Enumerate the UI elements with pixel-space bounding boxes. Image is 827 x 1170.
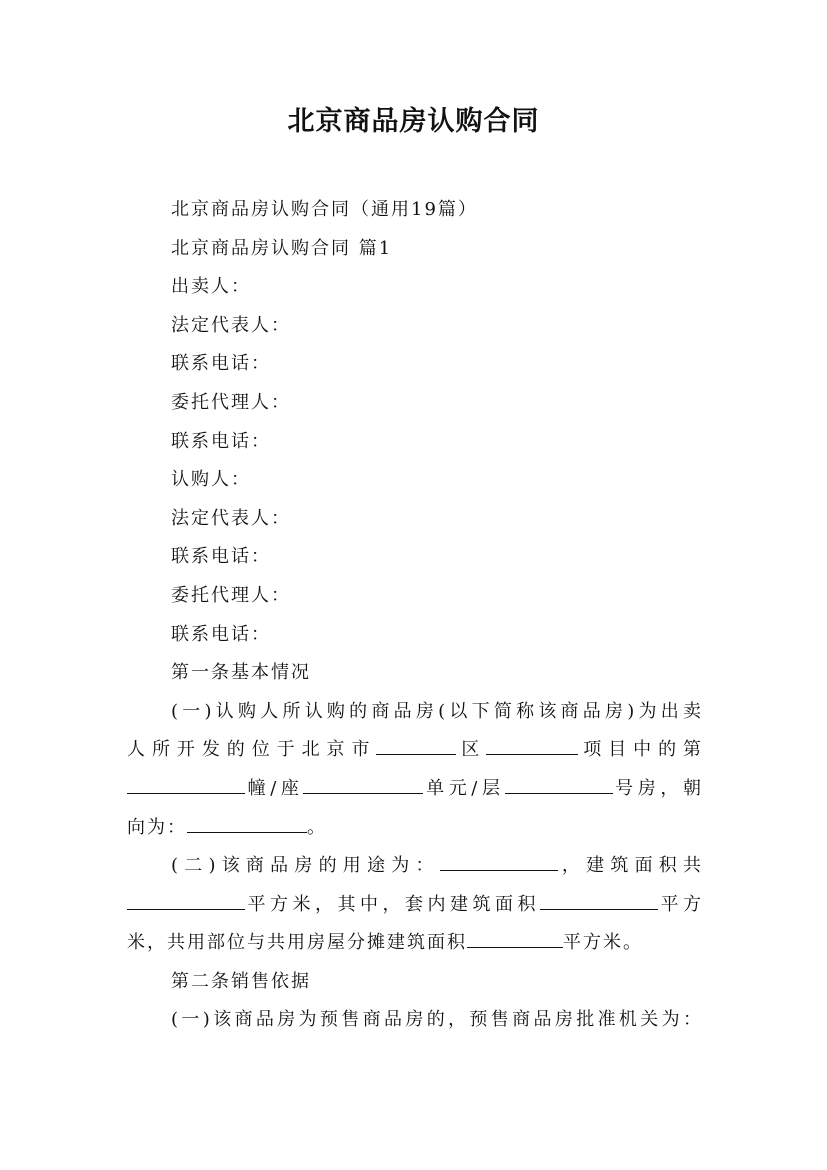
text-segment: 号房，朝 [612, 777, 703, 799]
seller-agent-phone-label: 联系电话： [171, 430, 271, 452]
article-1-paragraph-2-line-3 [127, 924, 703, 963]
buyer-phone-label: 联系电话： [171, 546, 271, 568]
buyer-agent-label: 委托代理人： [171, 584, 291, 606]
buyer-agent-phone-label: 联系电话： [171, 623, 271, 645]
text-segment: (二)该商品房的用途为： [171, 855, 440, 877]
text-segment: 区 [456, 739, 487, 761]
document-body [127, 191, 703, 1040]
seller-agent-label: 委托代理人： [171, 391, 291, 413]
buyer-legal-rep-label: 法定代表人： [171, 507, 291, 529]
article-1-paragraph-1-line-2 [127, 731, 703, 770]
unit-blank [303, 777, 423, 794]
text-segment: 人所开发的位于北京市 [127, 739, 377, 761]
article-1-paragraph-2-line-1 [127, 847, 703, 886]
text-segment: 平方米。 [563, 932, 643, 954]
room-blank [505, 777, 613, 794]
section-heading-1: 北京商品房认购合同 篇1 [171, 237, 393, 259]
text-segment: 幢/座 [245, 777, 304, 799]
article-2-heading: 第二条销售依据 [171, 970, 311, 992]
article-1-paragraph-2-line-2 [127, 886, 703, 925]
document-title: 北京商品房认购合同 [287, 106, 540, 137]
article-2-paragraph-1-line-1: (一)该商品房为预售商品房的，预售商品房批准机关为： [171, 1009, 703, 1031]
shared-area-blank [467, 931, 563, 948]
total-area-blank [127, 893, 245, 910]
inner-area-blank [540, 893, 658, 910]
text-segment: 平方米，其中，套内建筑面积 [245, 893, 540, 915]
buyer-label: 认购人： [171, 469, 251, 491]
text-segment: 米，共用部位与共用房屋分摊建筑面积 [127, 932, 467, 954]
orientation-blank [187, 816, 307, 833]
text-segment: 项目中的第 [578, 739, 704, 761]
text-segment: 单元/层 [423, 777, 505, 799]
district-blank [376, 738, 456, 755]
article-1-paragraph-1-line-1: (一)认购人所认购的商品房(以下简称该商品房)为出卖 [171, 700, 703, 722]
article-1-paragraph-1-line-4 [127, 809, 703, 848]
article-1-heading: 第一条基本情况 [171, 662, 311, 684]
text-segment: ，建筑面积共 [557, 855, 704, 877]
text-segment: 平方 [658, 893, 703, 915]
seller-label: 出卖人： [171, 276, 251, 298]
seller-phone-label: 联系电话： [171, 353, 271, 375]
text-segment: 向为： [127, 816, 187, 838]
subtitle-line: 北京商品房认购合同（通用19篇） [171, 199, 478, 220]
usage-blank [440, 854, 558, 871]
text-segment: 。 [307, 816, 327, 838]
project-blank [486, 738, 578, 755]
building-blank [127, 777, 245, 794]
article-1-paragraph-1-line-3 [127, 770, 703, 809]
seller-legal-rep-label: 法定代表人： [171, 314, 291, 336]
